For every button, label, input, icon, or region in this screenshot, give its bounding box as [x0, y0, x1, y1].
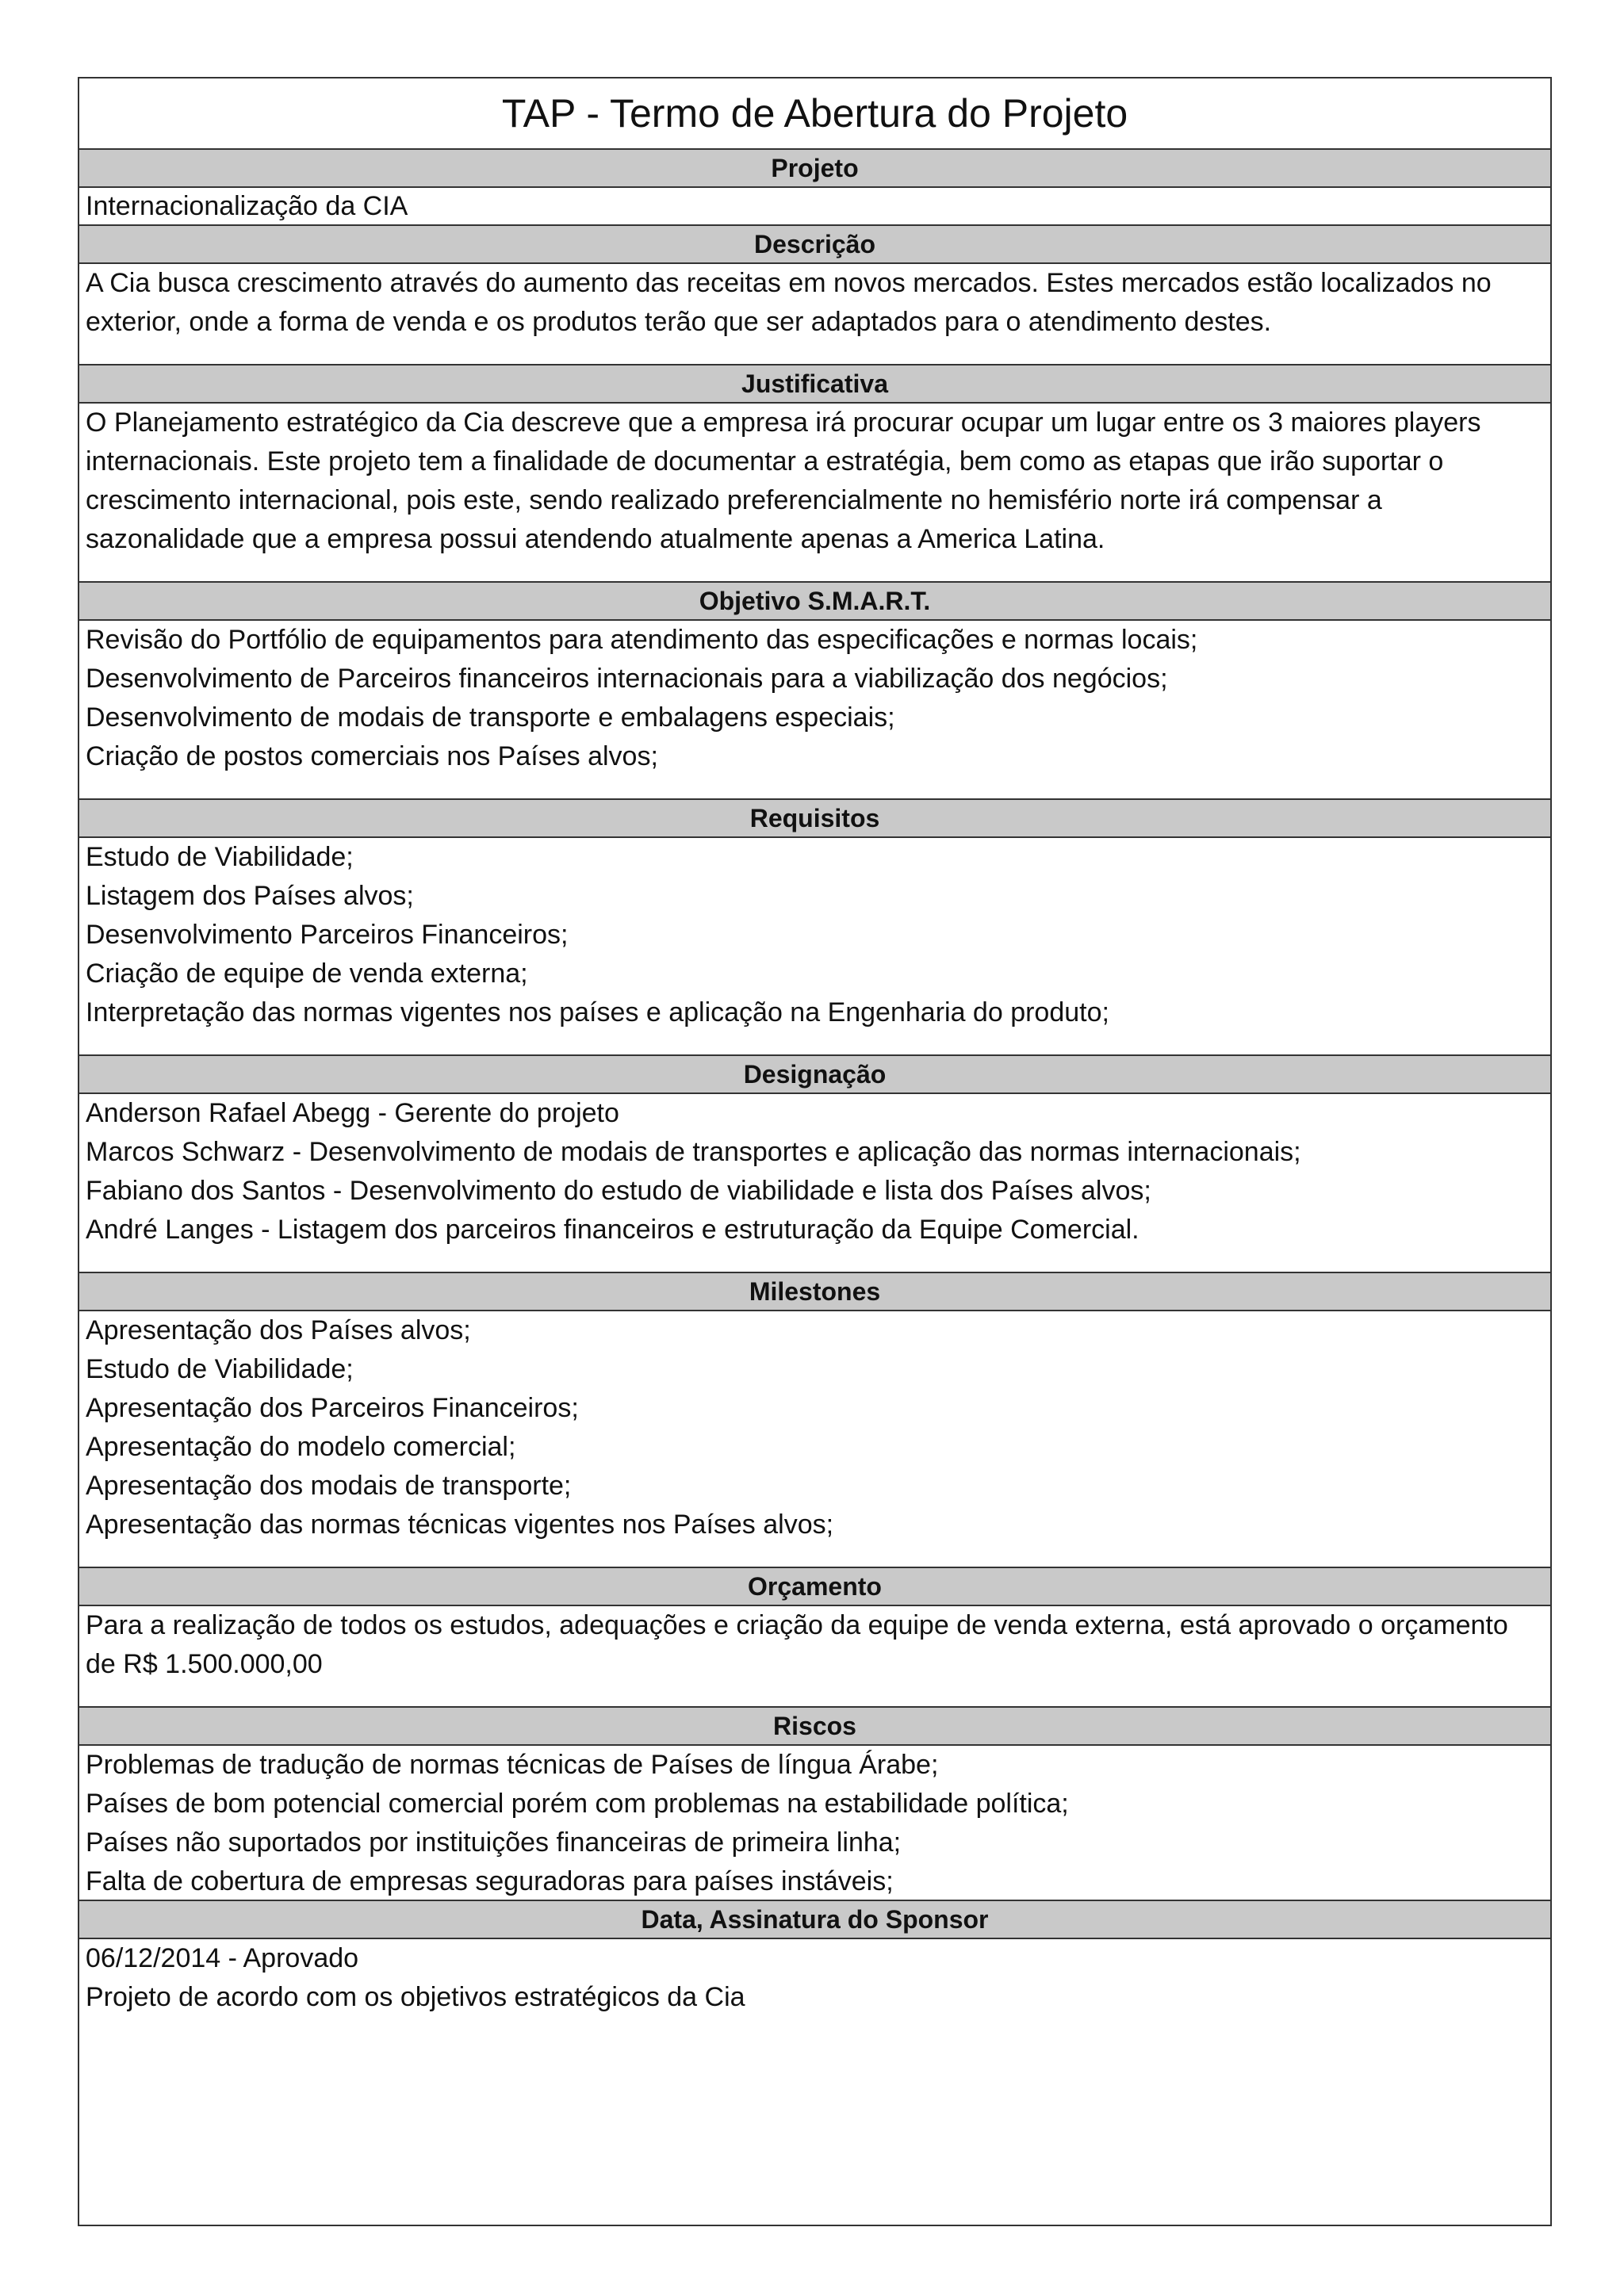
text-line: internacionais. Este projeto tem a finalidade de documentar a estratégia, bem como as etapas que irão suportar o: [86, 446, 1444, 476]
text-line: Desenvolvimento de Parceiros financeiros internacionais para a viabilização dos negócios;: [86, 664, 1168, 694]
section-body-requisitos: [79, 838, 1550, 1056]
section-body-designacao: [79, 1094, 1550, 1273]
text-line: Países não suportados por instituições financeiras de primeira linha;: [86, 1827, 902, 1858]
text-line: Falta de cobertura de empresas seguradoras para países instáveis;: [86, 1866, 894, 1896]
section-header-requisitos: Requisitos: [79, 800, 1550, 838]
section-header-sponsor: Data, Assinatura do Sponsor: [79, 1901, 1550, 1939]
section-header-justificativa: Justificativa: [79, 365, 1550, 404]
document-title: TAP - Termo de Abertura do Projeto: [79, 78, 1550, 150]
text-line: exterior, onde a forma de venda e os produtos terão que ser adaptados para o atendimento destes.: [86, 307, 1272, 337]
text-line: Desenvolvimento Parceiros Financeiros;: [86, 920, 569, 950]
section-body-projeto: [79, 188, 1550, 226]
text-line: sazonalidade que a empresa possui atendendo atualmente apenas a America Latina.: [86, 524, 1105, 554]
section-header-milestones: Milestones: [79, 1273, 1550, 1311]
text-line: A Cia busca crescimento através do aumento das receitas em novos mercados. Estes mercados estão localizados no: [86, 268, 1492, 298]
text-line: Criação de equipe de venda externa;: [86, 959, 528, 989]
text-line: Países de bom potencial comercial porém com problemas na estabilidade política;: [86, 1789, 1069, 1819]
section-header-orcamento: Orçamento: [79, 1568, 1550, 1606]
tap-document: [78, 77, 1552, 2226]
text-line: Projeto de acordo com os objetivos estratégicos da Cia: [86, 1982, 745, 2012]
text-line: André Langes - Listagem dos parceiros financeiros e estruturação da Equipe Comercial.: [86, 1215, 1139, 1245]
text-line: Listagem dos Países alvos;: [86, 881, 414, 911]
text-line: Internacionalização da CIA: [86, 191, 408, 221]
section-header-designacao: Designação: [79, 1056, 1550, 1094]
section-body-sponsor: [79, 1939, 1550, 2017]
text-line: Criação de postos comerciais nos Países alvos;: [86, 741, 658, 771]
section-body-orcamento: [79, 1606, 1550, 1708]
text-line: Estudo de Viabilidade;: [86, 1354, 354, 1384]
text-line: Desenvolvimento de modais de transporte e embalagens especiais;: [86, 702, 895, 733]
section-body-objetivo: [79, 621, 1550, 800]
text-line: Para a realização de todos os estudos, adequações e criação da equipe de venda externa, está aprovado o orçamento: [86, 1610, 1508, 1640]
text-line: de R$ 1.500.000,00: [86, 1649, 323, 1679]
text-line: Apresentação das normas técnicas vigentes nos Países alvos;: [86, 1510, 834, 1540]
text-line: Problemas de tradução de normas técnicas de Países de língua Árabe;: [86, 1750, 939, 1780]
section-header-riscos: Riscos: [79, 1708, 1550, 1746]
text-line: Fabiano dos Santos - Desenvolvimento do estudo de viabilidade e lista dos Países alvos;: [86, 1176, 1151, 1206]
text-line: Apresentação do modelo comercial;: [86, 1432, 516, 1462]
text-line: O Planejamento estratégico da Cia descreve que a empresa irá procurar ocupar um lugar entre os 3 maiores players: [86, 408, 1481, 438]
text-line: Estudo de Viabilidade;: [86, 842, 354, 872]
section-body-riscos: [79, 1746, 1550, 1901]
section-body-justificativa: [79, 404, 1550, 583]
section-header-projeto: Projeto: [79, 150, 1550, 188]
text-line: Apresentação dos modais de transporte;: [86, 1471, 572, 1501]
section-body-milestones: [79, 1311, 1550, 1568]
text-line: crescimento internacional, pois este, sendo realizado preferencialmente no hemisfério norte irá compensar a: [86, 485, 1382, 515]
approval-date-line: 06/12/2014 - Aprovado: [86, 1943, 359, 1973]
text-line: Apresentação dos Países alvos;: [86, 1315, 471, 1345]
text-line: Anderson Rafael Abegg - Gerente do projeto: [86, 1098, 619, 1128]
text-line: Marcos Schwarz - Desenvolvimento de modais de transportes e aplicação das normas internacionais;: [86, 1137, 1301, 1167]
text-line: Revisão do Portfólio de equipamentos para atendimento das especificações e normas locais;: [86, 625, 1198, 655]
section-header-objetivo: Objetivo S.M.A.R.T.: [79, 583, 1550, 621]
section-body-descricao: [79, 264, 1550, 365]
text-line: Apresentação dos Parceiros Financeiros;: [86, 1393, 579, 1423]
text-line: Interpretação das normas vigentes nos países e aplicação na Engenharia do produto;: [86, 997, 1109, 1027]
section-header-descricao: Descrição: [79, 226, 1550, 264]
